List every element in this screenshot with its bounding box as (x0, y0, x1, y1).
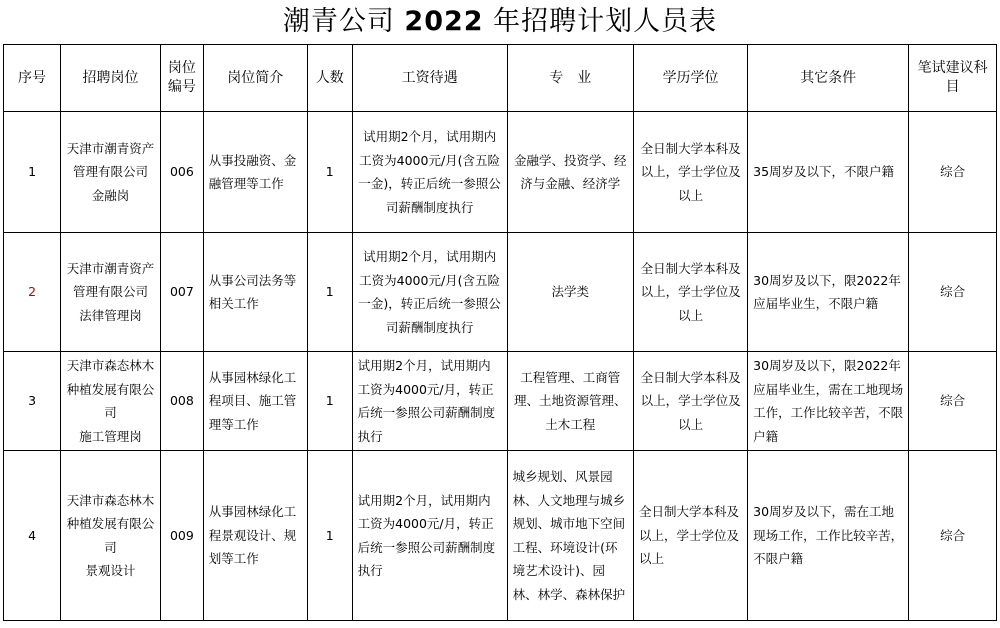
cell-code: 008 (160, 352, 203, 451)
cell-major: 金融学、投资学、经济与金融、经济学 (507, 112, 633, 233)
cell-other: 35周岁及以下，不限户籍 (748, 112, 909, 233)
cell-position (61, 451, 161, 621)
cell-major: 法学类 (507, 233, 633, 352)
cell-other: 30周岁及以下，限2022年应届毕业生，需在工地现场工作，工作比较辛苦，不限户籍 (748, 352, 909, 451)
cell-salary: 试用期2个月，试用期内工资为4000元/月，转正后统一参照公司薪酬制度执行 (352, 352, 507, 451)
cell-exam: 综合 (909, 451, 997, 621)
cell-salary: 试用期2个月，试用期内工资为4000元/月(含五险一金)，转正后统一参照公司薪酬制度执行 (352, 233, 507, 352)
cell-seq: 2 (4, 233, 61, 352)
cell-post: 施工管理岗 (79, 428, 142, 444)
cell-education: 全日制大学本科及以上，学士学位及以上 (633, 451, 747, 621)
header-seq: 序号 (4, 45, 61, 112)
table-row (4, 352, 997, 451)
title-year: 2022 (404, 6, 484, 37)
cell-count: 1 (307, 451, 352, 621)
cell-intro: 从事园林绿化工程项目、施工管理等工作 (203, 352, 307, 451)
header-major: 专 业 (507, 45, 633, 112)
cell-salary: 试用期2个月，试用期内工资为4000元/月(含五险一金)，转正后统一参照公司薪酬制度执行 (352, 112, 507, 233)
header-count: 人数 (307, 45, 352, 112)
header-salary: 工资待遇 (352, 45, 507, 112)
cell-company: 天津市森态林木种植发展有限公司 (66, 492, 155, 555)
cell-intro: 从事投融资、金融管理等工作 (203, 112, 307, 233)
cell-other: 30周岁及以下，限2022年应届毕业生，不限户籍 (748, 233, 909, 352)
table-row (4, 233, 997, 352)
cell-exam: 综合 (909, 233, 997, 352)
cell-post: 金融岗 (91, 187, 130, 203)
cell-major: 工程管理、工商管理、土地资源管理、土木工程 (507, 352, 633, 451)
cell-position (61, 233, 161, 352)
header-position: 招聘岗位 (61, 45, 161, 112)
cell-seq: 3 (4, 352, 61, 451)
cell-code: 006 (160, 112, 203, 233)
cell-position (61, 352, 161, 451)
cell-company: 天津市潮青资产管理有限公司 (66, 140, 155, 180)
cell-company: 天津市潮青资产管理有限公司 (66, 260, 155, 300)
title-company: 潮青公司 (282, 6, 395, 37)
cell-education: 全日制大学本科及以上，学士学位及以上 (633, 112, 747, 233)
table-row (4, 451, 997, 621)
cell-salary: 试用期2个月，试用期内工资为4000元/月，转正后统一参照公司薪酬制度执行 (352, 451, 507, 621)
cell-code: 009 (160, 451, 203, 621)
title-rest: 年招聘计划人员表 (493, 6, 718, 37)
cell-exam: 综合 (909, 112, 997, 233)
cell-major: 城乡规划、风景园林、人文地理与城乡规划、城市地下空间工程、环境设计(环境艺术设计)、园林、林学、森林保护 (507, 451, 633, 621)
cell-education: 全日制大学本科及以上，学士学位及以上 (633, 233, 747, 352)
cell-seq: 4 (4, 451, 61, 621)
cell-code: 007 (160, 233, 203, 352)
cell-exam: 综合 (909, 352, 997, 451)
header-row (4, 45, 997, 112)
cell-intro: 从事公司法务等相关工作 (203, 233, 307, 352)
cell-count: 1 (307, 233, 352, 352)
cell-education: 全日制大学本科及以上，学士学位及以上 (633, 352, 747, 451)
page-title (0, 2, 1000, 42)
cell-count: 1 (307, 352, 352, 451)
cell-post: 法律管理岗 (79, 307, 142, 323)
cell-seq: 1 (4, 112, 61, 233)
cell-company: 天津市森态林木种植发展有限公司 (66, 358, 155, 420)
cell-intro: 从事园林绿化工程景观设计、规划等工作 (203, 451, 307, 621)
recruitment-table (3, 44, 997, 621)
header-intro: 岗位简介 (203, 45, 307, 112)
table-row (4, 112, 997, 233)
cell-count: 1 (307, 112, 352, 233)
header-education: 学历学位 (633, 45, 747, 112)
header-other: 其它条件 (748, 45, 909, 112)
header-exam: 笔试建议科目 (909, 45, 997, 112)
header-code: 岗位编号 (160, 45, 203, 112)
cell-position (61, 112, 161, 233)
cell-other: 30周岁及以下，需在工地现场工作，工作比较辛苦，不限户籍 (748, 451, 909, 621)
cell-post: 景观设计 (85, 563, 136, 578)
